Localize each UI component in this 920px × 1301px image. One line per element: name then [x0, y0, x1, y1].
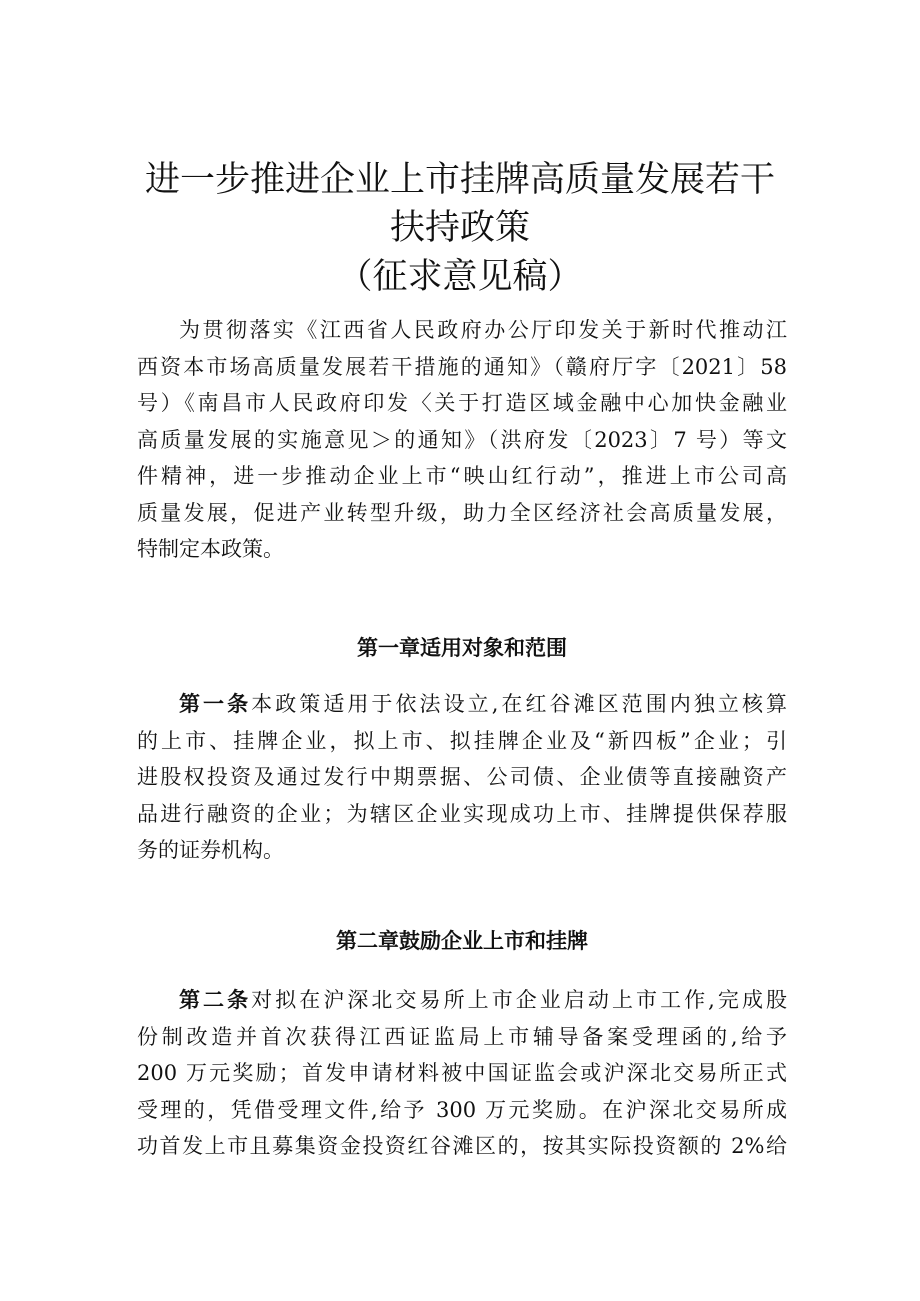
article-2-first-line [137, 982, 787, 1019]
article-1-label: 第一条 [179, 692, 252, 716]
article-1-line: 进股权投资及通过发行中期票据、公司债、企业债等直接融资产 [137, 765, 787, 789]
article-1-paragraph [137, 686, 787, 869]
document-title-line-1: 进一步推进企业上市挂牌高质量发展若干 [144, 160, 775, 200]
article-1-first-line-text: 本政策适用于依法设立,在红谷滩区范围内独立核算 [251, 692, 788, 716]
chapter-1-heading: 第一章适用对象和范围 [357, 636, 567, 660]
article-1-line: 的上市、挂牌企业，拟上市、拟挂牌企业及“新四板”企业；引 [137, 728, 787, 753]
article-2-line: 200 万元奖励；首发申请材料被中国证监会或沪深北交易所正式 [137, 1061, 787, 1085]
intro-line: 件精神，进一步推动企业上市“映山红行动”，推进上市公司高 [137, 464, 787, 488]
document-title-line-2: 扶持政策 [389, 208, 530, 248]
intro-line: 为贯彻落实《江西省人民政府办公厅印发关于新时代推动江 [179, 318, 787, 342]
intro-line: 西资本市场高质量发展若干措施的通知》（赣府厅字〔2021〕58 [137, 354, 787, 379]
intro-line: 高质量发展的实施意见＞的通知》（洪府发〔2023〕7 号）等文 [137, 427, 787, 452]
article-1-first-line [137, 686, 787, 723]
intro-line: 特制定本政策。 [137, 537, 284, 561]
chapter-2-heading: 第二章鼓励企业上市和挂牌 [336, 929, 588, 953]
article-2-label: 第二条 [179, 988, 252, 1012]
intro-paragraph [137, 312, 787, 568]
article-2-line: 受理的，凭借受理文件,给予 300 万元奖励。在沪深北交易所成 [137, 1097, 787, 1122]
document-title-line-3: （征求意见稿） [337, 257, 583, 297]
article-1-line: 品进行融资的企业；为辖区企业实现成功上市、挂牌提供保荐服 [137, 801, 787, 826]
intro-line: 号）《南昌市人民政府印发〈关于打造区域金融中心加快金融业 [137, 391, 787, 415]
article-2-line: 份制改造并首次获得江西证监局上市辅导备案受理函的,给予 [137, 1024, 787, 1049]
article-2-paragraph [137, 982, 787, 1165]
intro-line: 质量发展，促进产业转型升级，助力全区经济社会高质量发展， [137, 500, 787, 525]
article-2-line: 功首发上市且募集资金投资红谷滩区的，按其实际投资额的 2%给 [137, 1134, 787, 1158]
article-2-first-line-text: 对拟在沪深北交易所上市企业启动上市工作,完成股 [251, 988, 788, 1012]
article-1-line: 务的证券机构。 [137, 838, 284, 862]
